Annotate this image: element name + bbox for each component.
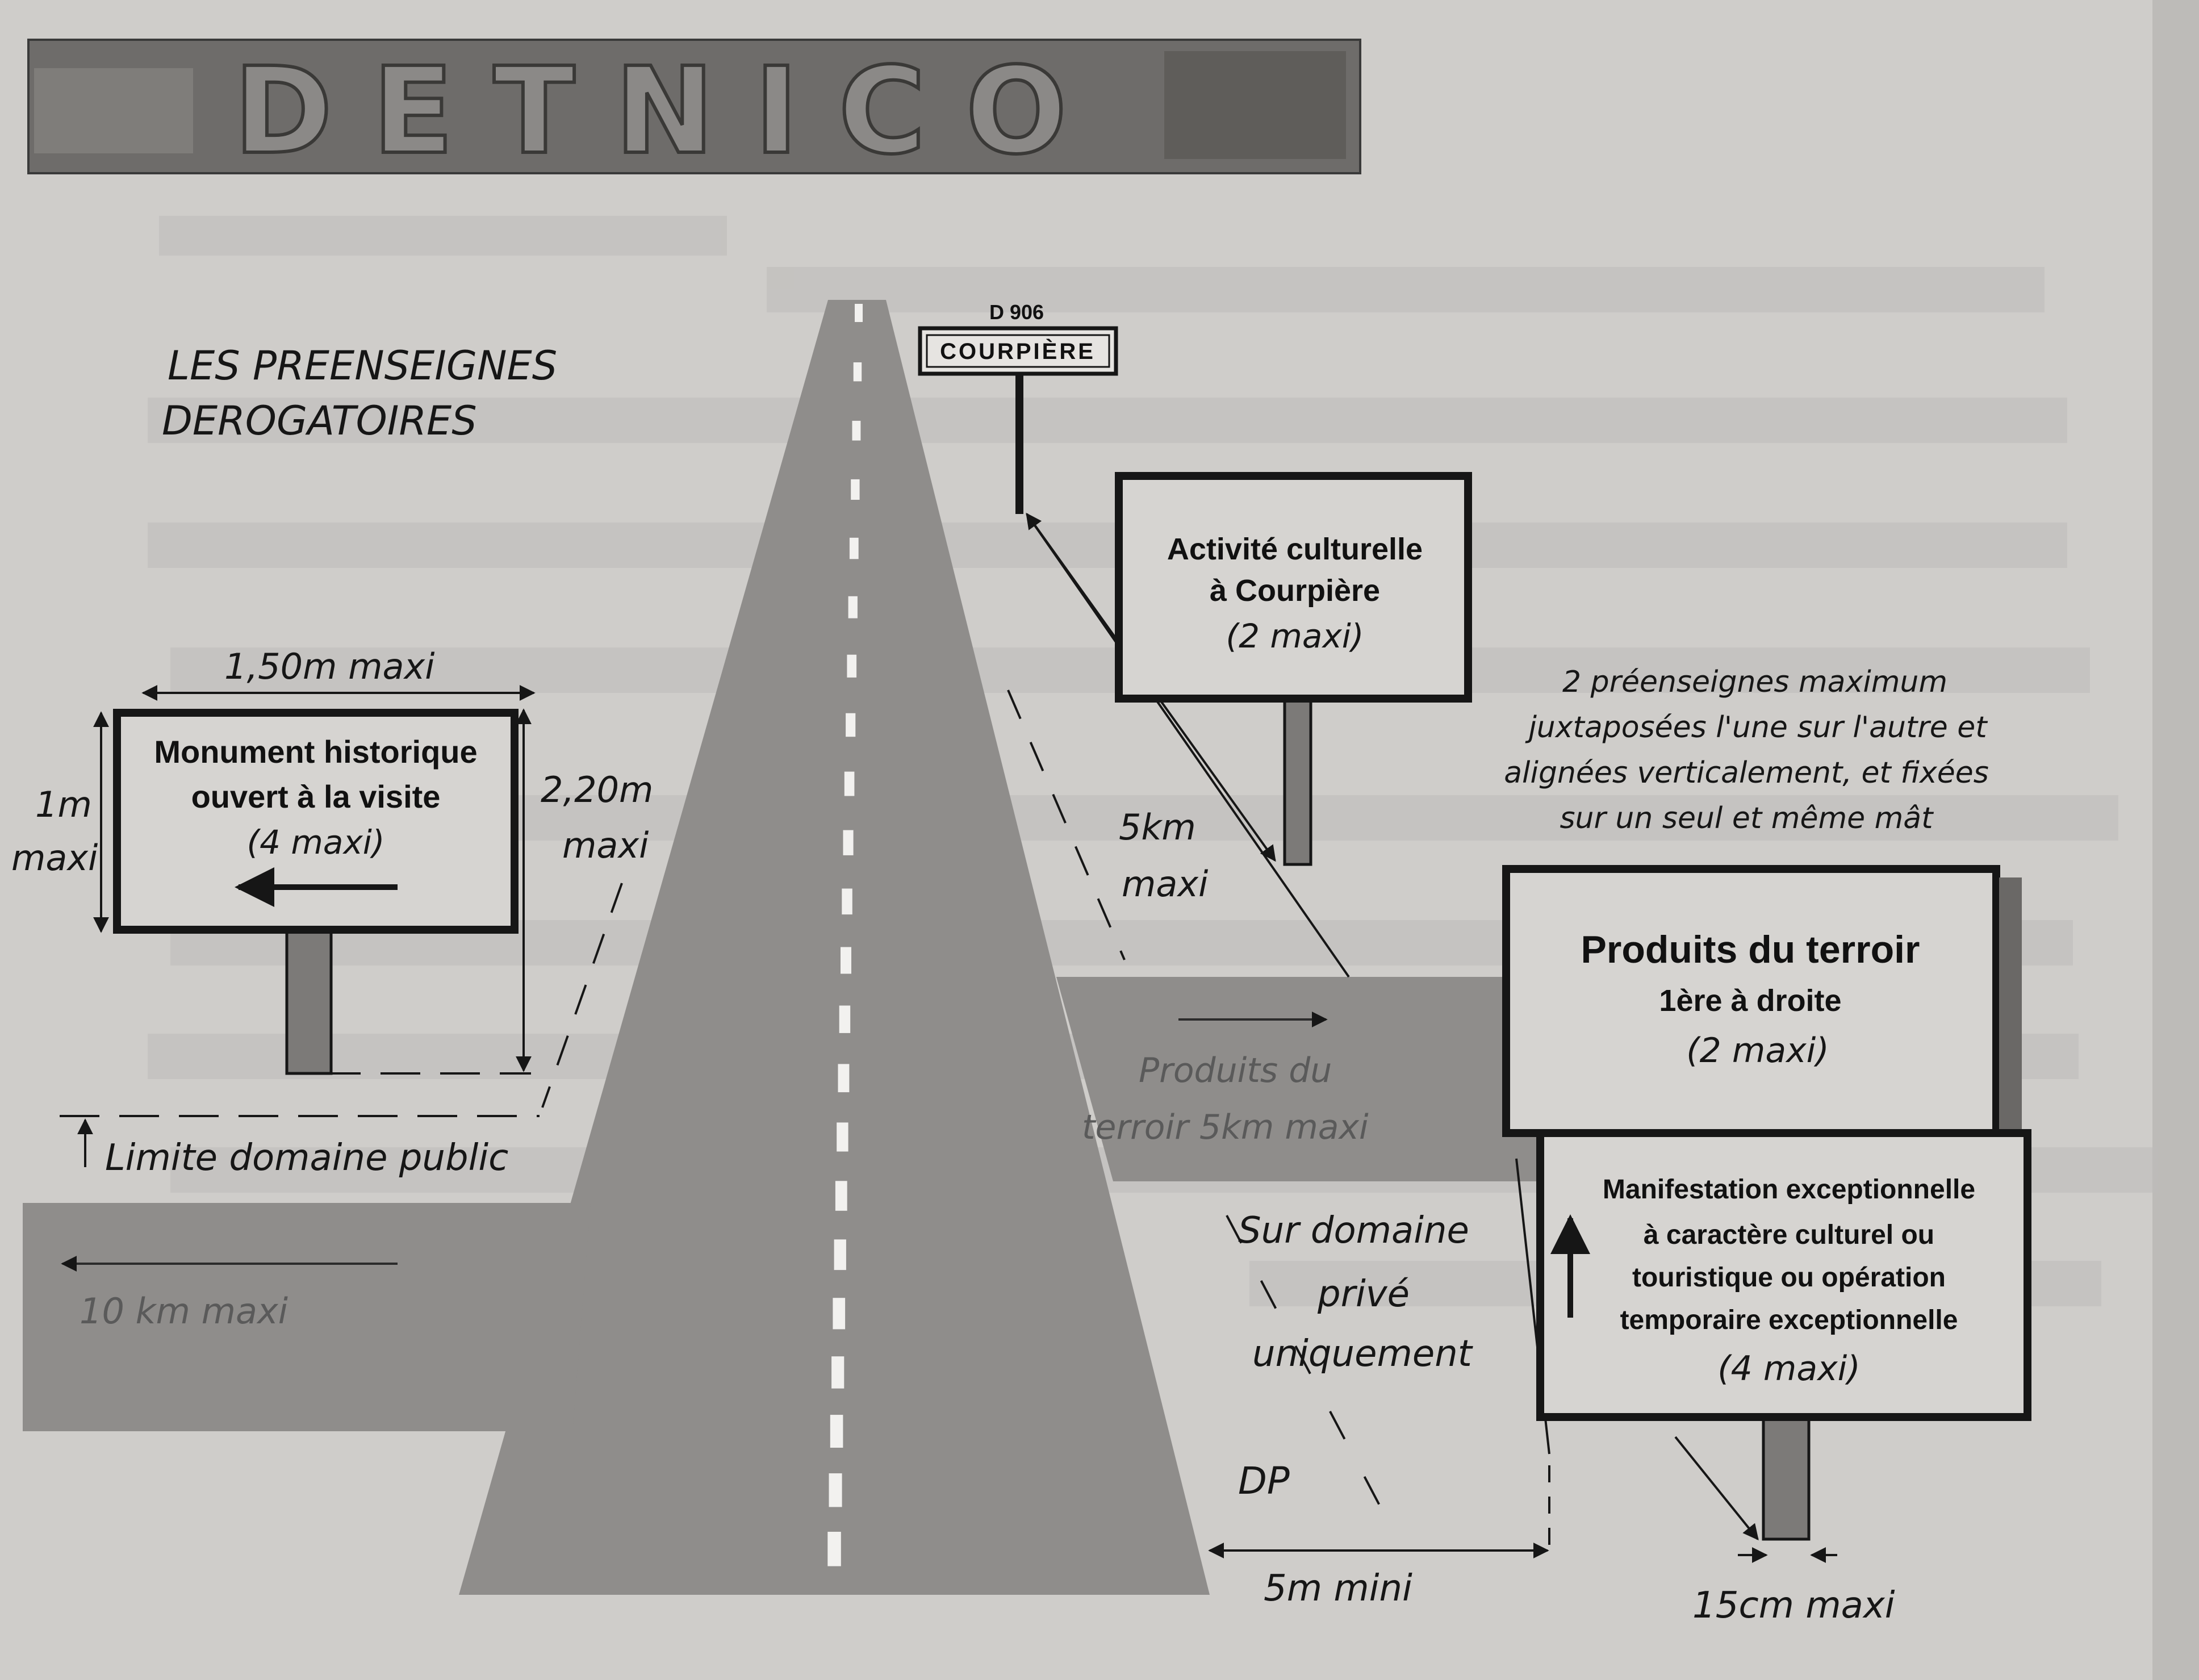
banner-letters: DETNICO — [233, 41, 1107, 181]
road-number: D 906 — [989, 300, 1044, 324]
culture-max: (2 maxi) — [1226, 617, 1364, 655]
centre-dash — [842, 889, 852, 915]
centre-dash — [841, 947, 851, 974]
note-line-3: alignées verticalement, et fixées — [1504, 756, 1989, 790]
centre-dash — [846, 713, 855, 737]
centre-dash — [837, 1122, 848, 1151]
produits-line-2: 1ère à droite — [1659, 984, 1842, 1018]
produits-line-1: Produits du terroir — [1581, 928, 1920, 971]
monument-max: (4 maxi) — [246, 823, 385, 862]
domaine-label-1: Sur domaine — [1238, 1210, 1469, 1252]
centre-dash — [835, 1181, 847, 1211]
domaine-label-3: uniquement — [1252, 1333, 1472, 1375]
fifteen-cm-label: 15cm maxi — [1692, 1585, 1895, 1627]
monument-line-2: ouvert à la visite — [191, 779, 441, 814]
centre-dash — [847, 655, 856, 678]
distance-5km-label-2: maxi — [1122, 863, 1209, 905]
centre-dash — [855, 304, 863, 322]
width-label: 1,50m maxi — [224, 646, 435, 687]
centre-dash — [850, 538, 859, 559]
monument-line-1: Monument historique — [154, 734, 478, 770]
title-line-2: DEROGATOIRES — [162, 398, 477, 444]
centre-dash — [834, 1239, 846, 1270]
height-total-label-2: maxi — [562, 825, 649, 866]
limite-label: Limite domaine public — [105, 1137, 509, 1179]
centre-dash — [854, 362, 862, 381]
centre-dash — [833, 1298, 845, 1329]
road-right-label-2: terroir 5km maxi — [1082, 1108, 1369, 1147]
town-name: COURPIÈRE — [940, 339, 1096, 364]
centre-dash — [827, 1532, 841, 1566]
height-sign-label-1: 1m — [35, 784, 92, 825]
distance-5km-label-1: 5km — [1119, 806, 1196, 848]
centre-dash — [839, 1006, 851, 1033]
centre-dash — [852, 421, 861, 441]
culture-line-1: Activité culturelle — [1167, 532, 1423, 566]
manifestation-line-2: à caractère culturel ou — [1643, 1220, 1935, 1250]
culture-line-2: à Courpière — [1209, 574, 1381, 608]
height-sign-label-2: maxi — [11, 837, 98, 879]
header-banner — [28, 40, 1360, 181]
produits-max: (2 maxi) — [1686, 1031, 1829, 1071]
sign-produits-du-terroir — [1506, 869, 2022, 1133]
note-line-1: 2 préenseignes maximum — [1562, 665, 1948, 699]
manifestation-max: (4 maxi) — [1717, 1349, 1861, 1389]
note-line-2: juxtaposées l'une sur l'autre et — [1528, 711, 1987, 745]
manifestation-line-1: Manifestation exceptionnelle — [1602, 1175, 1976, 1205]
manifestation-line-4: temporaire exceptionnelle — [1620, 1305, 1958, 1335]
manifestation-line-3: touristique ou opération — [1632, 1263, 1946, 1293]
road-right-label-1: Produits du — [1139, 1051, 1332, 1090]
centre-dash — [843, 830, 854, 855]
centre-dash — [851, 479, 859, 500]
note-line-4: sur un seul et même mât — [1560, 801, 1933, 835]
centre-dash — [830, 1415, 843, 1448]
road-left-label: 10 km maxi — [80, 1290, 288, 1332]
centre-dash — [838, 1064, 850, 1092]
page-shadow-right — [2152, 0, 2199, 1680]
dp-label: DP — [1238, 1459, 1290, 1503]
title-line-1: LES PREENSEIGNES — [168, 342, 558, 389]
centre-dash — [848, 596, 858, 618]
centre-dash — [845, 772, 855, 796]
centre-dash — [831, 1356, 844, 1389]
height-total-label-1: 2,20m — [541, 769, 654, 810]
domaine-label-2: privé — [1318, 1273, 1410, 1315]
five-m-label: 5m mini — [1264, 1568, 1412, 1610]
centre-dash — [829, 1473, 842, 1507]
